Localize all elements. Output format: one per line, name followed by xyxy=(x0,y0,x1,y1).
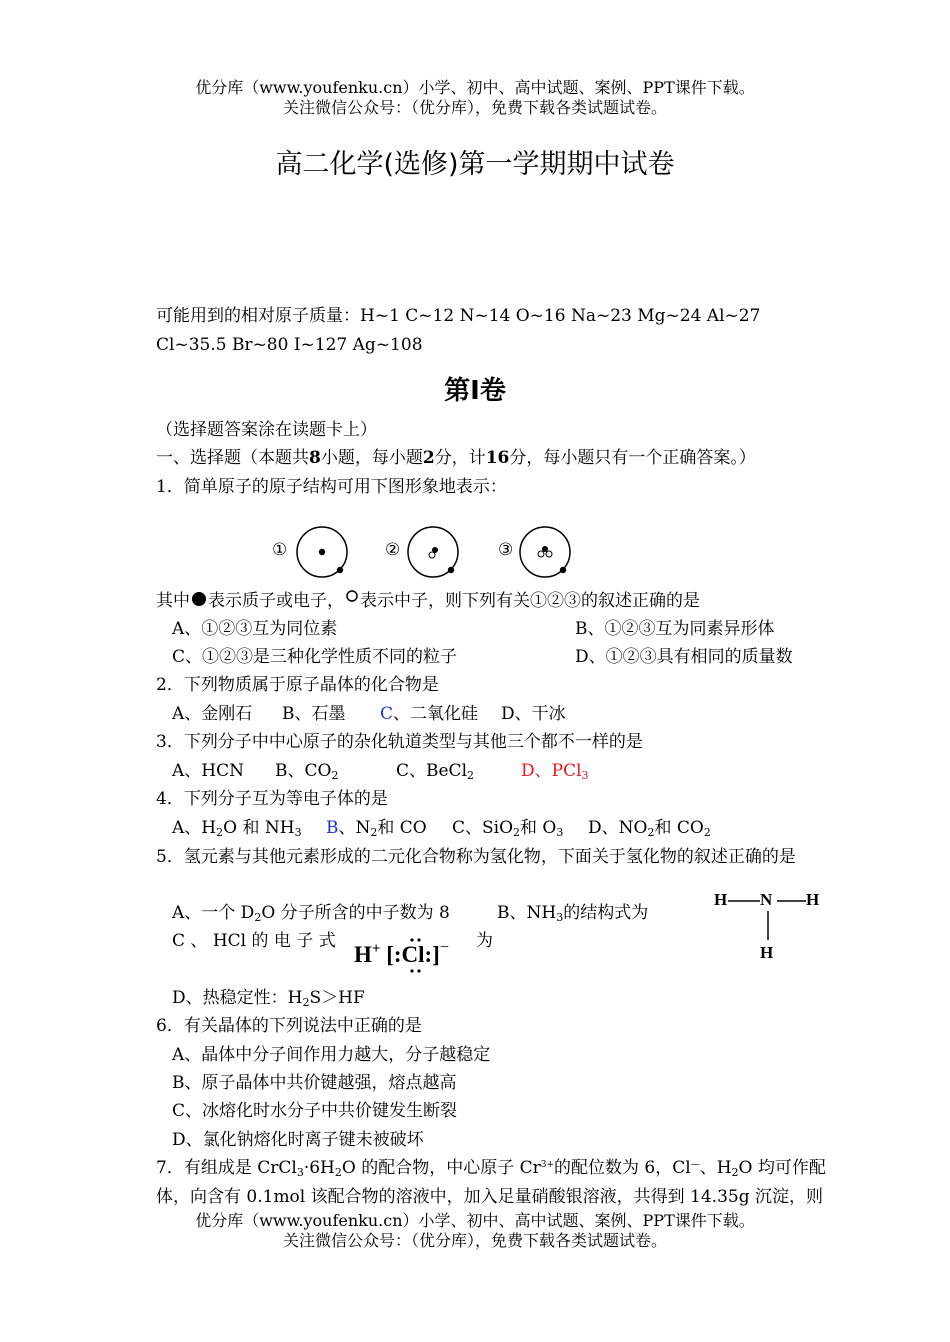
q3-option-a: A、HCN xyxy=(172,761,244,781)
footer-line-1: 优分库（www.youfenku.cn）小学、初中、高中试题、案例、PPT课件下载。 xyxy=(195,1211,755,1230)
q2-stem: 2．下列物质属于原子晶体的化合物是 xyxy=(156,675,439,695)
q6-option-d: D、氯化钠熔化时离子键未被破坏 xyxy=(172,1130,424,1150)
hcl-lone-pair-dots xyxy=(405,934,435,976)
q6-stem: 6．有关晶体的下列说法中正确的是 xyxy=(156,1016,422,1036)
q6-option-a: A、晶体中分子间作用力越大，分子越稳定 xyxy=(172,1045,491,1065)
q2-option-a: A、金刚石 xyxy=(172,704,253,724)
q1-legend: 其中 表示质子或电子， 表示中子，则下列有关①②③的叙述正确的是 xyxy=(156,591,700,611)
atom-diagrams xyxy=(290,520,590,584)
q1-stem: 1．简单原子的原子结构可用下图形象地表示： xyxy=(156,477,507,497)
q7-line-2: 体，向含有 0.1mol 该配合物的溶液中，加入足量硝酸银溶液，共得到 14.35g 沉淀，则 xyxy=(156,1187,823,1207)
q4-option-c: C、SiO$_2$和 $O_3$ xyxy=(452,818,564,839)
q1-option-b: B、①②③互为同素异形体 xyxy=(575,619,775,639)
q1-label-2: ② xyxy=(385,540,401,560)
q1-option-a: A、①②③互为同位素 xyxy=(172,619,338,639)
q5-stem: 5．氢元素与其他元素形成的二元化合物称为氢化物，下面关于氢化物的叙述正确的是 xyxy=(156,847,796,867)
nh3-h-left: H xyxy=(714,890,728,909)
filled-dot-icon xyxy=(192,592,206,606)
nh3-n: N xyxy=(760,890,773,909)
footer-line-2: 关注微信公众号：（优分库），免费下载各类试题试卷。 xyxy=(282,1231,667,1250)
atomic-mass-line-1: 可能用到的相对原子质量：H~1 C~12 N~14 O~16 Na~23 Mg~24 Al~27 xyxy=(156,306,761,326)
nh3-bonds xyxy=(700,880,840,950)
q1-label-1: ① xyxy=(272,540,288,560)
q3-stem: 3．下列分子中中心原子的杂化轨道类型与其他三个都不一样的是 xyxy=(156,732,643,752)
q6-option-c: C、冰熔化时水分子中共价键发生断裂 xyxy=(172,1101,458,1121)
q1-option-c: C、①②③是三种化学性质不同的粒子 xyxy=(172,647,458,667)
atom-1-diagram xyxy=(297,527,347,577)
q5-option-c-suffix: 为 xyxy=(476,931,493,951)
volume-heading: 第Ⅰ卷 xyxy=(444,376,506,406)
nh3-h-bottom: H xyxy=(760,943,774,962)
q1-option-d: D、①②③具有相同的质量数 xyxy=(575,647,793,667)
answer-note: （选择题答案涂在读题卡上） xyxy=(156,420,377,440)
q2-option-d: D、干冰 xyxy=(501,704,566,724)
atomic-mass-line-2: Cl~35.5 Br~80 I~127 Ag~108 xyxy=(156,335,423,355)
header-line-2: 关注微信公众号：（优分库），免费下载各类试题试卷。 xyxy=(282,98,667,117)
q4-option-d: D、$NO_2$和 $CO_2$ xyxy=(588,818,711,839)
section-heading: 一、选择题（本题共8小题，每小题2分，计16分，每小题只有一个正确答案。） xyxy=(156,448,756,468)
q4-stem: 4．下列分子互为等电子体的是 xyxy=(156,789,388,809)
q4-option-b: B、$N_2$和 CO xyxy=(326,818,427,839)
q3-option-b: B、$CO_2$ xyxy=(275,761,339,782)
q5-option-d: D、热稳定性：$H_2S>HF$ xyxy=(172,988,365,1009)
q2-option-c: C、二氧化硅 xyxy=(380,704,479,724)
atom-3-diagram xyxy=(520,527,570,577)
hcl-lewis-formula: H+ [:Cl:]− xyxy=(354,939,449,967)
q5-option-b: B、$NH_3$的结构式为 xyxy=(497,903,649,924)
header-line-1: 优分库（www.youfenku.cn）小学、初中、高中试题、案例、PPT课件下载。 xyxy=(195,78,755,97)
q3-option-c: C、BeCl$_2$ xyxy=(396,761,475,782)
atom-2-diagram xyxy=(408,527,458,577)
q2-option-b: B、石墨 xyxy=(282,704,346,724)
q6-option-b: B、原子晶体中共价键越强，熔点越高 xyxy=(172,1073,457,1093)
hollow-dot-icon xyxy=(347,591,357,601)
q7-line-1: 7．有组成是 $CrCl_3\cdot 6H_2O$ 的配合物，中心原子 $Cr^{3+}$的配位数为 6，Cl—、$H_2O$ 均可作配 xyxy=(156,1158,826,1179)
q5-option-a: A、一个 $D_2O$ 分子所含的中子数为 8 xyxy=(172,903,450,924)
q1-label-3: ③ xyxy=(498,540,514,560)
q4-option-a: A、$H_2O$ 和 $NH_3$ xyxy=(172,818,302,839)
page-title: 高二化学(选修)第一学期期中试卷 xyxy=(275,149,675,180)
q5-option-c: C 、 HCl 的 电 子 式 xyxy=(172,931,336,951)
q3-option-d: D、PCl$_3$ xyxy=(521,761,589,782)
nh3-h-right: H xyxy=(806,890,820,909)
